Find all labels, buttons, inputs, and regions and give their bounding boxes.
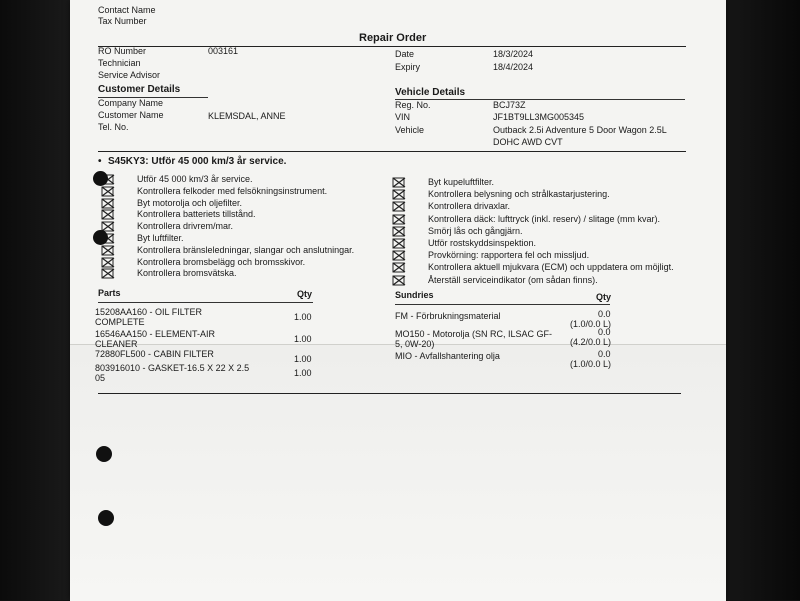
parts-heading: Parts [98, 288, 121, 298]
part-qty: 1.00 [294, 312, 312, 322]
checklist-item: Utför rostskyddsinspektion. [428, 238, 537, 248]
sundry-qty: 0.0 [598, 327, 611, 337]
checkmark-icon [101, 245, 115, 256]
checklist-item: Byt motorolja och oljefilter. [137, 197, 243, 208]
reg-label: Reg. No. [395, 100, 431, 110]
checkmark-icon [392, 189, 406, 200]
checklist-item: Byt kupeluftfilter. [428, 177, 495, 187]
service-advisor-label: Service Advisor [98, 70, 161, 80]
vehicle-value-line1: Outback 2.5i Adventure 5 Door Wagon 2.5L [493, 125, 667, 135]
checklist-item: Provkörning: rapportera fel och missljud. [428, 250, 590, 261]
part-description: 16546AA150 - ELEMENT-AIR [95, 329, 216, 339]
customer-name-label: Customer Name [98, 110, 164, 120]
contact-name-label: Contact Name [98, 5, 156, 15]
vehicle-details-heading: Vehicle Details [395, 87, 466, 98]
checkmark-icon [392, 177, 406, 188]
tel-label: Tel. No. [98, 122, 129, 132]
ink-blot-icon [93, 171, 108, 186]
technician-label: Technician [98, 58, 141, 68]
checkmark-icon [392, 250, 406, 261]
desk-left [0, 0, 80, 600]
part-description-cont: 05 [95, 373, 106, 383]
date-value: 18/3/2024 [493, 49, 534, 59]
checklist-item: Kontrollera aktuell mjukvara (ECM) och uppdatera om möjligt. [428, 262, 674, 273]
sundry-qty: 0.0 [598, 349, 611, 359]
checkmark-icon [101, 209, 115, 220]
page-title: Repair Order [359, 32, 427, 44]
part-description-cont: CLEANER [95, 339, 138, 349]
sundry-description: MO150 - Motorolja (SN RC, ILSAC GF- [395, 329, 553, 339]
bottom-rule [98, 393, 681, 394]
checkmark-icon [392, 238, 406, 249]
checkmark-icon [101, 198, 115, 209]
part-description: 15208AA160 - OIL FILTER [95, 307, 203, 317]
binder-hole-bottom [98, 510, 114, 526]
checkmark-icon [392, 262, 406, 273]
sundry-qty-detail: (4.2/0.0 L) [570, 337, 612, 347]
checkmark-icon [392, 201, 406, 212]
part-qty: 1.00 [294, 368, 312, 378]
checklist-item: Utför 45 000 km/3 år service. [137, 174, 253, 184]
desk-right [726, 0, 800, 600]
checklist-item: Kontrollera bromsbelägg och bromsskivor. [137, 256, 306, 267]
checklist-item: Kontrollera däck: lufttryck (inkl. reserv) / slitage (mm kvar). [428, 213, 661, 224]
sundries-heading: Sundries [395, 290, 434, 300]
vehicle-heading-rule [395, 99, 685, 100]
checklist-item: Kontrollera batteriets tillstånd. [137, 209, 256, 220]
vehicle-section-rule [98, 151, 686, 152]
sundry-description: MIO - Avfallshantering olja [395, 351, 500, 361]
checklist-item: Kontrollera felkoder med felsökningsinstrument. [137, 185, 328, 196]
customer-details-heading: Customer Details [98, 84, 181, 95]
sundry-qty-detail: (1.0/0.0 L) [570, 359, 612, 369]
sundries-heading-rule [395, 304, 610, 305]
checklist-item: Kontrollera belysning och strålkastarjustering. [428, 189, 610, 200]
checklist-item: Smörj lås och gångjärn. [428, 225, 523, 236]
sundry-qty: 0.0 [598, 309, 611, 319]
company-name-label: Company Name [98, 98, 164, 108]
checkmark-icon [101, 186, 115, 197]
checklist-item: Återställ serviceindikator (om sådan finns). [428, 274, 598, 285]
checkmark-icon [101, 257, 115, 268]
reg-value: BCJ73Z [493, 100, 526, 110]
checkmark-icon [392, 275, 406, 286]
service-bullet: • [98, 156, 102, 167]
checkmark-icon [101, 268, 115, 279]
checklist-item: Kontrollera drivrem/mar. [137, 221, 234, 232]
sundry-description: FM - Förbrukningsmaterial [395, 311, 501, 321]
checklist-item: Byt luftfilter. [137, 233, 184, 243]
customer-name-value: KLEMSDAL, ANNE [208, 111, 286, 121]
sheet-fold [70, 344, 726, 601]
part-description: 803916010 - GASKET-16.5 X 22 X 2.5 [95, 363, 250, 373]
checklist-item: Kontrollera bromsvätska. [137, 268, 237, 279]
parts-heading-rule [98, 302, 313, 303]
vin-label: VIN [395, 112, 411, 122]
binder-hole-top [96, 446, 112, 462]
part-qty: 1.00 [294, 354, 312, 364]
ink-blot-icon [93, 230, 108, 245]
part-description-cont: COMPLETE [95, 317, 145, 327]
expiry-label: Expiry [395, 62, 421, 72]
checklist-item: Kontrollera bränsleledningar, slangar och anslutningar. [137, 244, 355, 255]
sundries-qty-heading: Qty [596, 292, 612, 302]
ro-number-label: RO Number [98, 46, 147, 56]
service-title: S45KY3: Utför 45 000 km/3 år service. [108, 156, 287, 167]
expiry-value: 18/4/2024 [493, 62, 534, 72]
vehicle-value-line2: DOHC AWD CVT [493, 137, 563, 147]
vin-value: JF1BT9LL3MG005345 [493, 112, 585, 122]
date-label: Date [395, 49, 415, 59]
checkmark-icon [392, 214, 406, 225]
ro-number-value: 003161 [208, 46, 239, 56]
tax-number-label: Tax Number [98, 16, 147, 26]
vehicle-label: Vehicle [395, 125, 425, 135]
checkmark-icon [392, 226, 406, 237]
sundry-description-cont: 5, 0W-20) [395, 339, 435, 349]
part-description: 72880FL500 - CABIN FILTER [95, 349, 214, 359]
parts-qty-heading: Qty [297, 289, 313, 299]
title-rule [98, 46, 686, 47]
part-qty: 1.00 [294, 334, 312, 344]
checklist-item: Kontrollera drivaxlar. [428, 201, 511, 212]
sundry-qty-detail: (1.0/0.0 L) [570, 319, 612, 329]
